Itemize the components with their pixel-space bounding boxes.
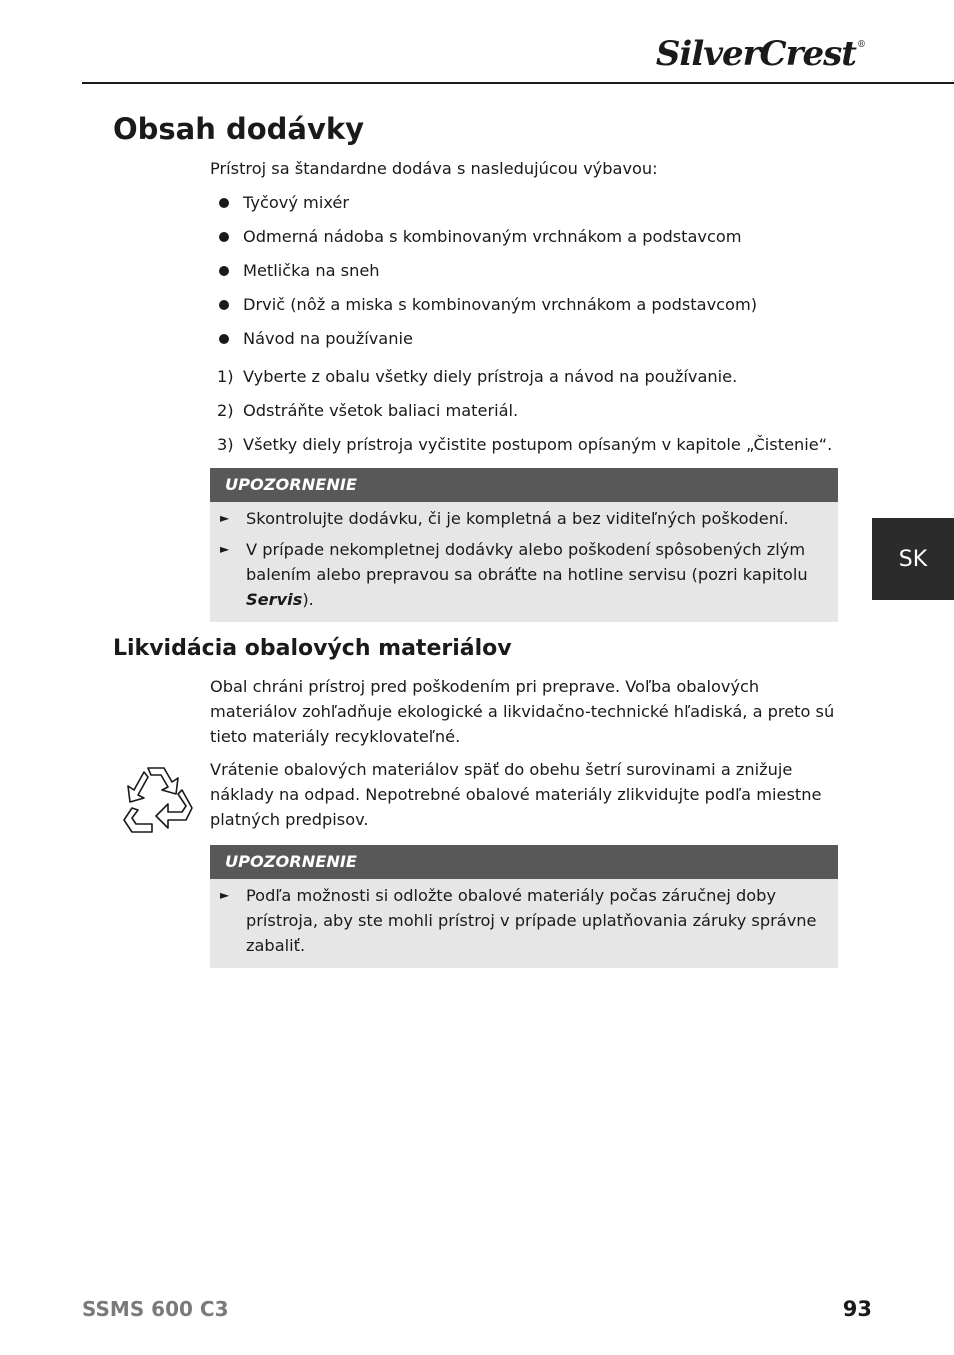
step-item xyxy=(210,398,832,432)
list-item: Tyčový mixér xyxy=(210,190,757,224)
bullet-dot-icon xyxy=(219,266,229,276)
disposal-paragraph-1: Obal chráni prístroj pred poškodením pri preprave. Voľba obalových materiálov zohľadňuje ekologické a likvidačno-technické hľadiská, a preto sú tieto materiály recyklovateľné. xyxy=(210,677,835,746)
notice-box-disposal xyxy=(210,845,838,968)
notice-item: ► Skontrolujte dodávku, či je kompletná a bez viditeľných poškodení. xyxy=(210,506,826,531)
step-text: Všetky diely prístroja vyčistite postupom opísaným v kapitole „Čistenie“. xyxy=(243,435,833,454)
step-item xyxy=(210,364,832,398)
list-item: Metlička na sneh xyxy=(210,258,757,292)
arrow-right-icon: ► xyxy=(220,888,230,902)
unpacking-steps xyxy=(210,364,832,466)
bullet-dot-icon xyxy=(219,232,229,242)
step-number: 3) xyxy=(217,435,234,454)
registered-mark: ® xyxy=(857,40,865,50)
notice-list xyxy=(210,879,838,968)
service-chapter-ref: Servis xyxy=(246,590,303,609)
list-item: Odmerná nádoba s kombinovaným vrchnákom a podstavcom xyxy=(210,224,757,258)
footer-model: SSMS 600 C3 xyxy=(82,1297,229,1321)
notice-list xyxy=(210,502,838,622)
bullet-dot-icon xyxy=(219,198,229,208)
contents-intro: Prístroj sa štandardne dodáva s nasledujúcou výbavou: xyxy=(210,159,658,178)
notice-item: ► Podľa možnosti si odložte obalové materiály počas záručnej doby prístroja, aby ste mohli prístroj v prípade uplatňovania záruky správne zabaliť. xyxy=(210,883,826,958)
arrow-right-icon: ► xyxy=(220,542,230,556)
disposal-paragraph-2: Vrátenie obalových materiálov späť do obehu šetrí surovinami a znižuje náklady na odpad. Nepotrebné obalové materiály zlikvidujte podľa miestne platných predpisov. xyxy=(210,760,822,829)
bullet-dot-icon xyxy=(219,300,229,310)
notice-box-contents xyxy=(210,468,838,622)
header-rule xyxy=(82,82,954,84)
step-text: Odstráňte všetok baliaci materiál. xyxy=(243,401,519,420)
step-number: 1) xyxy=(217,367,234,386)
notice-heading: UPOZORNENIE xyxy=(210,845,838,879)
bullet-dot-icon xyxy=(219,334,229,344)
page-number: 93 xyxy=(842,1297,872,1321)
step-number: 2) xyxy=(217,401,234,420)
list-item: Návod na používanie xyxy=(210,326,757,360)
list-item: Drvič (nôž a miska s kombinovaným vrchnákom a podstavcom) xyxy=(210,292,757,326)
section-title-contents: Obsah dodávky xyxy=(113,112,365,146)
brand-name: SilverCrest xyxy=(655,34,856,74)
language-tab: SK xyxy=(872,518,954,600)
recycle-icon xyxy=(118,758,204,840)
notice-heading: UPOZORNENIE xyxy=(210,468,838,502)
brand-logo xyxy=(656,34,864,74)
section-title-disposal: Likvidácia obalových materiálov xyxy=(113,636,512,661)
step-text: Vyberte z obalu všetky diely prístroja a návod na používanie. xyxy=(243,367,738,386)
contents-list xyxy=(210,190,757,360)
notice-item: ► V prípade nekompletnej dodávky alebo poškodení spôsobených zlým balením alebo prepravou sa obráťte na hotline servisu (pozri kapitolu Servis). xyxy=(210,537,826,612)
arrow-right-icon: ► xyxy=(220,511,230,525)
step-item xyxy=(210,432,832,466)
